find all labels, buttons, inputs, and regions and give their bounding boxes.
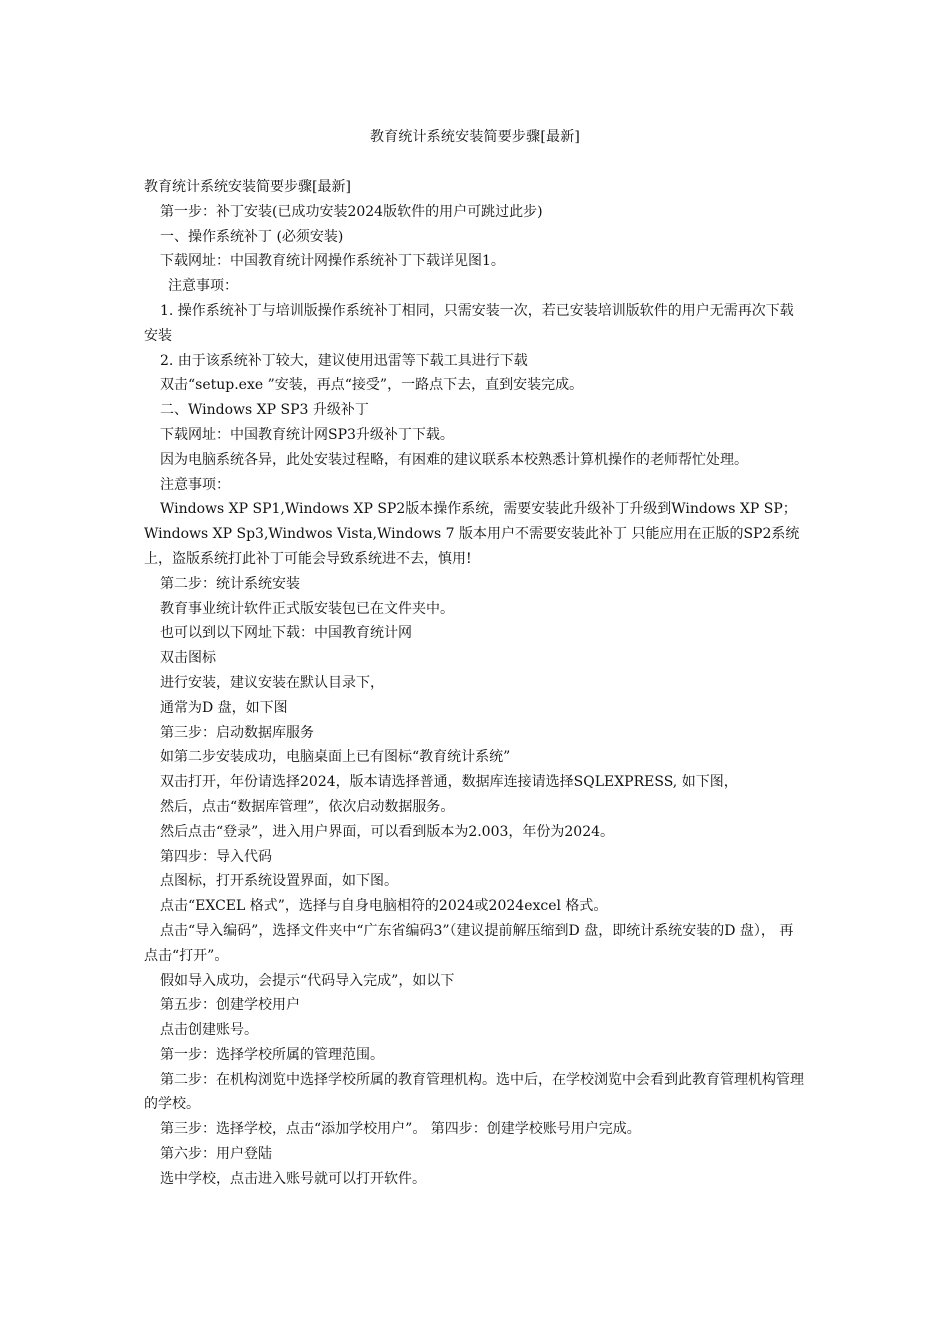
paragraph: 选中学校，点击进入账号就可以打开软件。 [160, 1170, 426, 1187]
document-body [144, 175, 806, 1192]
paragraph: 2. 由于该系统补丁较大，建议使用迅雷等下载工具进行下载 [160, 352, 528, 369]
paragraph: 下载网址：中国教育统计网操作系统补丁下载详见图1。 [160, 253, 505, 270]
paragraph: 点击“EXCEL 格式”，选择与自身电脑相符的2024或2024excel 格式。 [160, 898, 608, 915]
paragraph: 双击图标 [160, 650, 216, 667]
paragraph: 然后，点击“数据库管理”，依次启动数据服务。 [160, 798, 455, 815]
paragraph: 第四步：导入代码 [160, 848, 272, 865]
paragraph: 也可以到以下网址下载：中国教育统计网 [160, 625, 412, 642]
paragraph: 第三步：启动数据库服务 [160, 724, 314, 741]
paragraph: 教育事业统计软件正式版安装包已在文件夹中。 [160, 600, 454, 617]
paragraph: 因为电脑系统各异，此处安装过程略，有困难的建议联系本校熟悉计算机操作的老师帮忙处理。 [160, 451, 748, 468]
paragraph: 通常为D 盘，如下图 [160, 699, 288, 716]
paragraph: 下载网址：中国教育统计网SP3升级补丁下载。 [160, 426, 454, 443]
paragraph: 双击“setup.exe ”安装，再点“接受”，一路点下去，直到安装完成。 [160, 377, 584, 394]
paragraph: 第一步：补丁安装(已成功安装2024版软件的用户可跳过此步) [160, 203, 543, 220]
paragraph: 点击“导入编码”，选择文件夹中“广东省编码3”（建议提前解压缩到D 盘，即统计系统安装的D 盘）， 再点击“打开”。 [144, 922, 794, 964]
paragraph: 注意事项： [160, 476, 230, 493]
paragraph: 然后点击“登录”，进入用户界面，可以看到版本为2.003，年份为2024。 [160, 823, 615, 840]
paragraph: 假如导入成功，会提示“代码导入完成”，如以下 [160, 972, 455, 989]
paragraph: 教育统计系统安装简要步骤[最新] [144, 179, 351, 195]
paragraph: 点击创建账号。 [160, 1022, 258, 1039]
paragraph: 点图标，打开系统设置界面，如下图。 [160, 873, 398, 890]
paragraph: 如第二步安装成功，电脑桌面上已有图标“教育统计系统” [160, 749, 511, 766]
paragraph: 第二步：在机构浏览中选择学校所属的教育管理机构。选中后，在学校浏览中会看到此教育管理机构管理的学校。 [144, 1071, 804, 1113]
paragraph: 第六步：用户登陆 [160, 1146, 272, 1163]
paragraph: 二、Windows XP SP3 升级补丁 [160, 402, 369, 419]
paragraph: Windows XP SP1,Windows XP SP2版本操作系统，需要安装此升级补丁升级到Windows XP SP；Windows XP Sp3,Windwos Vista,Windows 7 版本用户不需要安装此补丁 只能应用在正版的SP2系统上，盗版系统打此补丁可能会导致系统进不去，慎用! [144, 501, 800, 567]
paragraph: 双击打开，年份请选择2024，版本请选择普通，数据库连接请选择SQLEXPRESS, 如下图， [160, 774, 738, 791]
paragraph: 第二步：统计系统安装 [160, 575, 300, 592]
paragraph: 1. 操作系统补丁与培训版操作系统补丁相同，只需安装一次，若已安装培训版软件的用户无需再次下载安装 [144, 302, 794, 344]
paragraph: 注意事项： [168, 278, 238, 295]
paragraph: 第一步：选择学校所属的管理范围。 [160, 1046, 384, 1063]
paragraph: 进行安装，建议安装在默认目录下， [160, 674, 384, 691]
paragraph: 第五步：创建学校用户 [160, 997, 300, 1014]
document-title: 教育统计系统安装简要步骤[最新] [369, 129, 581, 145]
paragraph: 一、操作系统补丁 (必须安装) [160, 228, 344, 245]
paragraph: 第三步：选择学校，点击“添加学校用户”。 第四步：创建学校账号用户完成。 [160, 1121, 641, 1138]
